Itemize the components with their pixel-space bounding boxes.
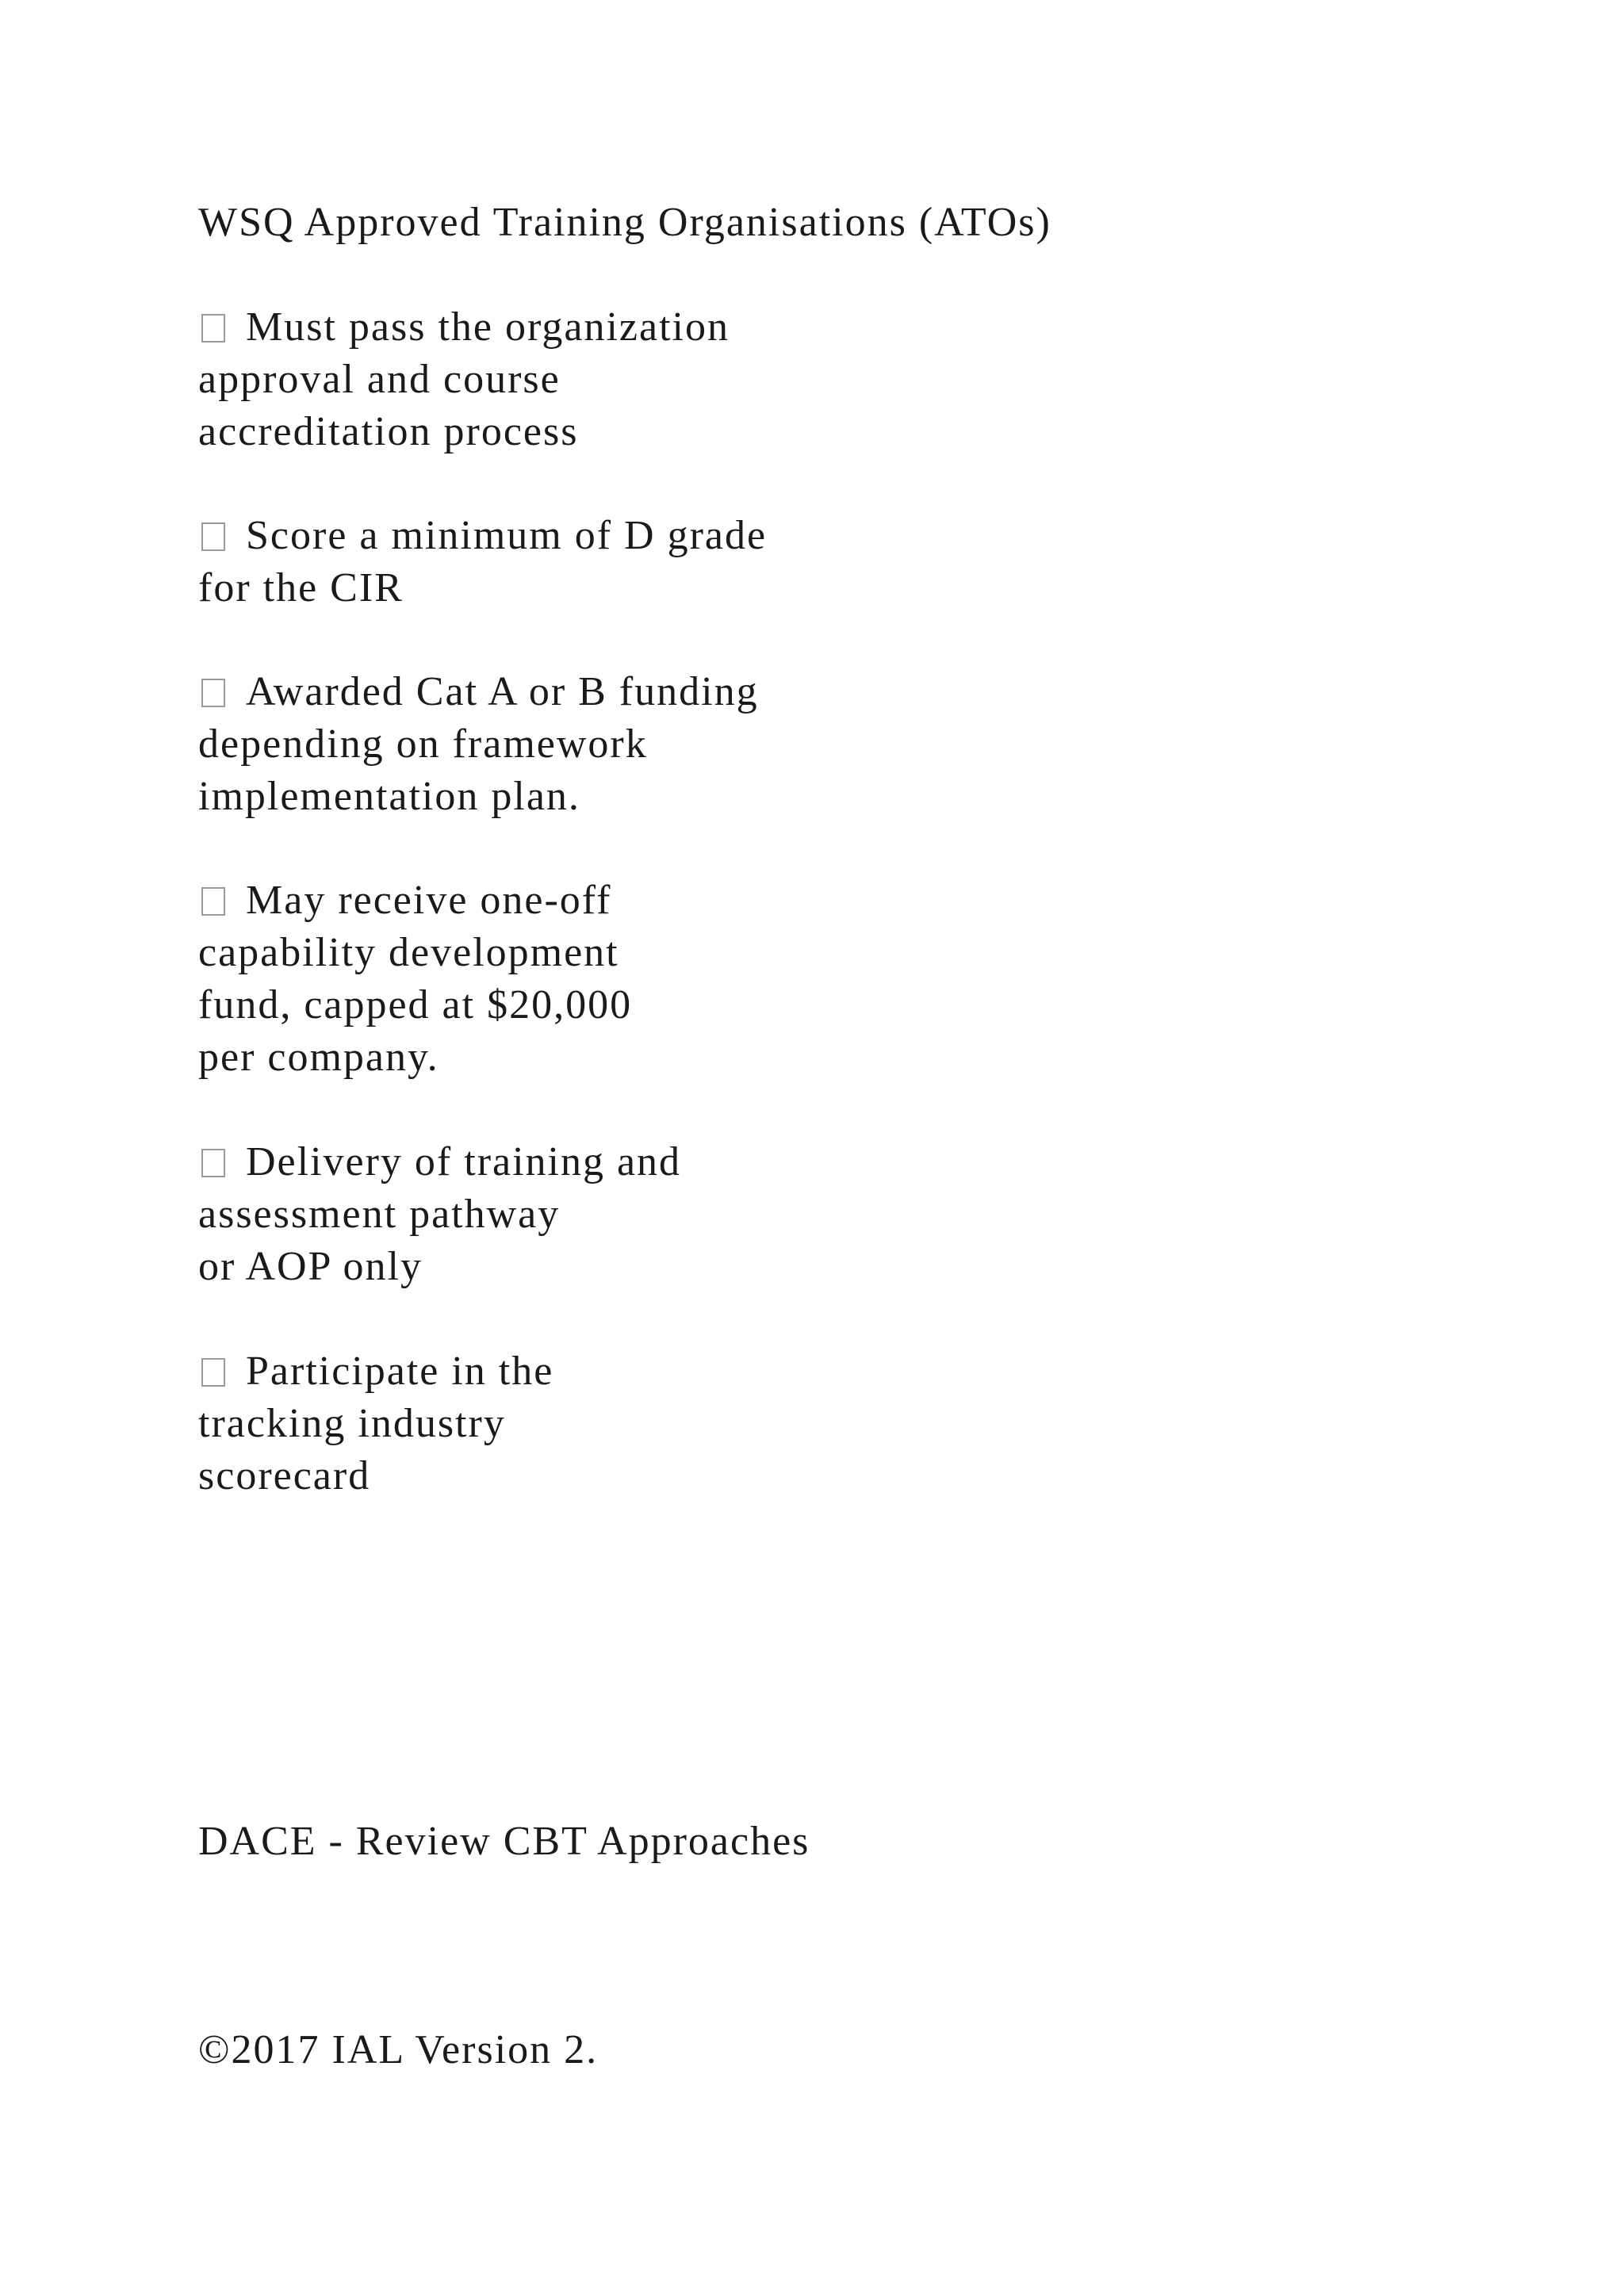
bullet-text: fund, capped at $20,000 — [198, 982, 633, 1027]
bullet-item — [198, 510, 767, 614]
missing-glyph-icon — [201, 1149, 225, 1177]
bullet-item — [198, 1345, 553, 1502]
bullet-text: Score a minimum of D grade — [246, 513, 768, 558]
bullet-text: assessment pathway — [198, 1192, 561, 1237]
bullet-text: capability development — [198, 930, 619, 975]
bullet-item — [198, 301, 730, 458]
bullet-text: tracking industry — [198, 1401, 506, 1446]
bullet-text: scorecard — [198, 1453, 371, 1498]
bullet-text: Must pass the organization — [246, 304, 730, 350]
bullet-text: depending on framework — [198, 721, 648, 767]
bullet-text: per company. — [198, 1035, 439, 1080]
bullet-text: May receive one-off — [246, 878, 612, 923]
document-title: WSQ Approved Training Organisations (ATOs) — [198, 200, 1051, 245]
bullet-text: for the CIR — [198, 565, 404, 610]
bullet-text: implementation plan. — [198, 774, 580, 819]
footer-title: DACE - Review CBT Approaches — [198, 1819, 810, 1864]
bullet-text: accreditation process — [198, 409, 579, 454]
copyright-notice: ©2017 IAL Version 2. — [198, 2027, 599, 2072]
bullet-text: or AOP only — [198, 1244, 423, 1289]
bullet-text: approval and course — [198, 357, 561, 402]
missing-glyph-icon — [201, 887, 225, 916]
bullet-item — [198, 874, 632, 1084]
missing-glyph-icon — [201, 679, 225, 707]
bullet-text: Delivery of training and — [246, 1139, 682, 1184]
bullet-text: Awarded Cat A or B funding — [246, 669, 759, 714]
missing-glyph-icon — [201, 522, 225, 551]
missing-glyph-icon — [201, 1358, 225, 1387]
bullet-item — [198, 666, 759, 823]
bullet-text: Participate in the — [246, 1349, 554, 1394]
bullet-item — [198, 1136, 681, 1293]
missing-glyph-icon — [201, 314, 225, 342]
